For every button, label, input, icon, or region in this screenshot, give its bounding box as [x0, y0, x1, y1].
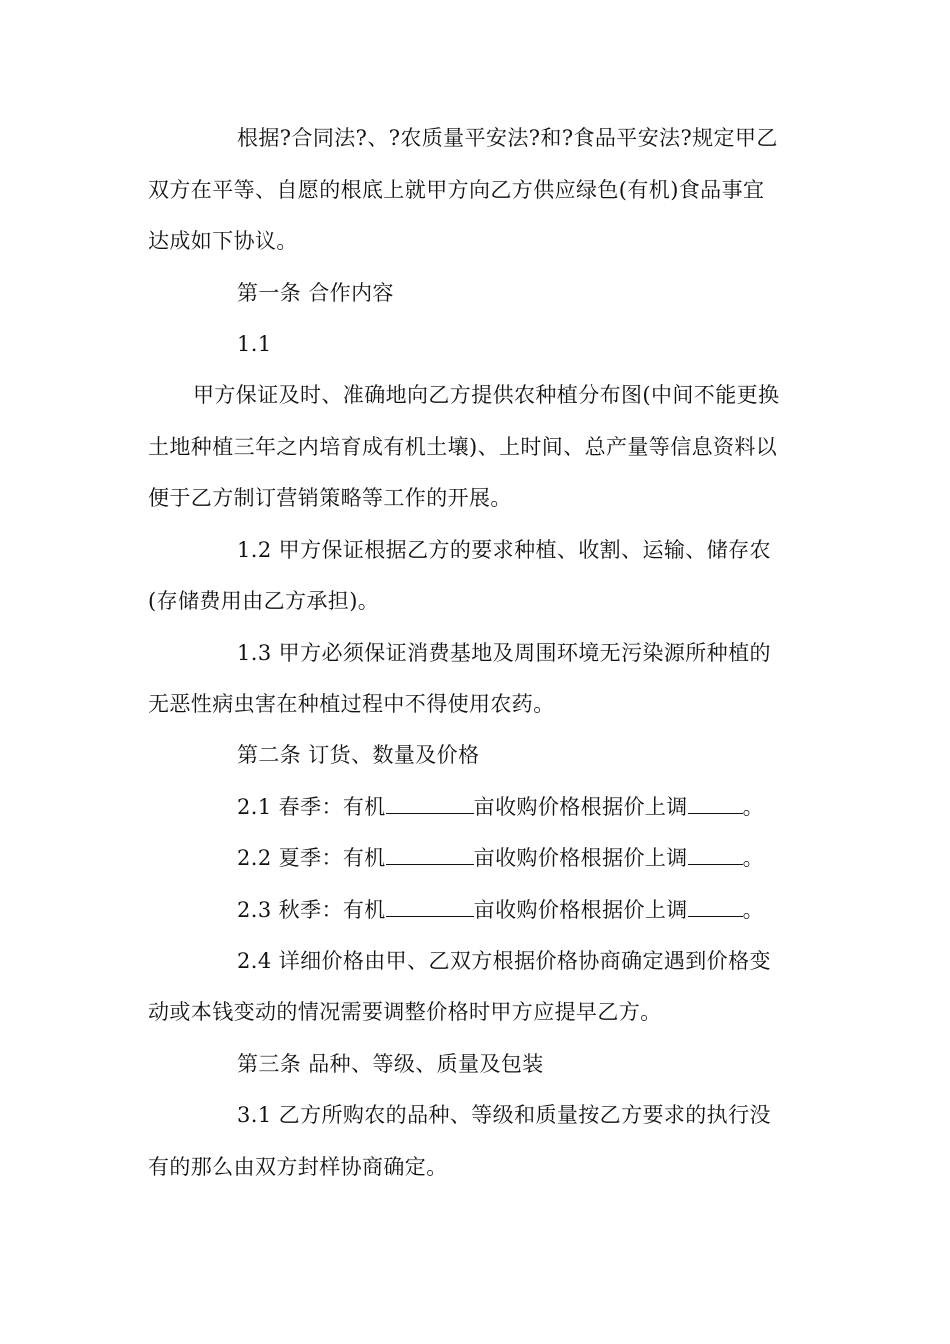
clause-2-2-middle: 亩收购价格根据价上调 [473, 846, 688, 870]
clause-1-2-line-2: (存储费用由乙方承担)。 [148, 589, 380, 613]
clause-1-1-line-2: 土地种植三年之内培育成有机土壤)、上时间、总产量等信息资料以 [148, 435, 778, 459]
clause-3-1-line-2: 有的那么由双方封样协商确定。 [148, 1155, 448, 1179]
blank-field[interactable] [688, 896, 743, 917]
clause-2-4-line-1: 2.4 详细价格由甲、乙双方根据价格协商确定遇到价格变 [237, 949, 771, 973]
blank-field[interactable] [386, 793, 474, 814]
clause-2-1 [237, 792, 808, 822]
blank-field[interactable] [386, 844, 474, 865]
clause-2-1-prefix: 2.1 春季：有机 [237, 795, 386, 819]
intro-line-3: 达成如下协议。 [148, 229, 298, 253]
clause-1-3-line-2: 无恶性病虫害在种植过程中不得使用农药。 [148, 692, 555, 716]
clause-2-3-suffix: 。 [742, 898, 765, 922]
article-1-title: 第一条 合作内容 [237, 281, 394, 305]
clause-1-1-line-1: 甲方保证及时、准确地向乙方提供农种植分布图(中间不能更换 [193, 383, 780, 407]
clause-1-1-line-3: 便于乙方制订营销策略等工作的开展。 [148, 486, 512, 510]
blank-field[interactable] [688, 793, 743, 814]
blank-field[interactable] [386, 896, 474, 917]
clause-2-2-suffix: 。 [742, 846, 765, 870]
intro-line-2: 双方在平等、自愿的根底上就甲方向乙方供应绿色(有机)食品事宜 [148, 178, 765, 202]
clause-2-3-middle: 亩收购价格根据价上调 [473, 898, 688, 922]
blank-field[interactable] [688, 844, 743, 865]
intro-line-1: 根据?合同法?、?农质量平安法?和?食品平安法?规定甲乙 [237, 126, 778, 150]
clause-2-2 [237, 843, 808, 873]
clause-1-2-line-1: 1.2 甲方保证根据乙方的要求种植、收割、运输、储存农 [237, 538, 771, 562]
clause-3-1-line-1: 3.1 乙方所购农的品种、等级和质量按乙方要求的执行没 [237, 1103, 771, 1127]
clause-2-1-middle: 亩收购价格根据价上调 [473, 795, 688, 819]
clause-1-1-number: 1.1 [237, 332, 272, 356]
article-2-title: 第二条 订货、数量及价格 [237, 743, 480, 767]
clause-2-4-line-2: 动或本钱变动的情况需要调整价格时甲方应提早乙方。 [148, 1000, 662, 1024]
clause-2-3 [237, 895, 808, 925]
clause-2-3-prefix: 2.3 秋季：有机 [237, 898, 386, 922]
clause-1-3-line-1: 1.3 甲方必须保证消费基地及周围环境无污染源所种植的 [237, 641, 771, 665]
article-3-title: 第三条 品种、等级、质量及包装 [237, 1052, 544, 1076]
clause-2-2-prefix: 2.2 夏季：有机 [237, 846, 386, 870]
clause-2-1-suffix: 。 [742, 795, 765, 819]
